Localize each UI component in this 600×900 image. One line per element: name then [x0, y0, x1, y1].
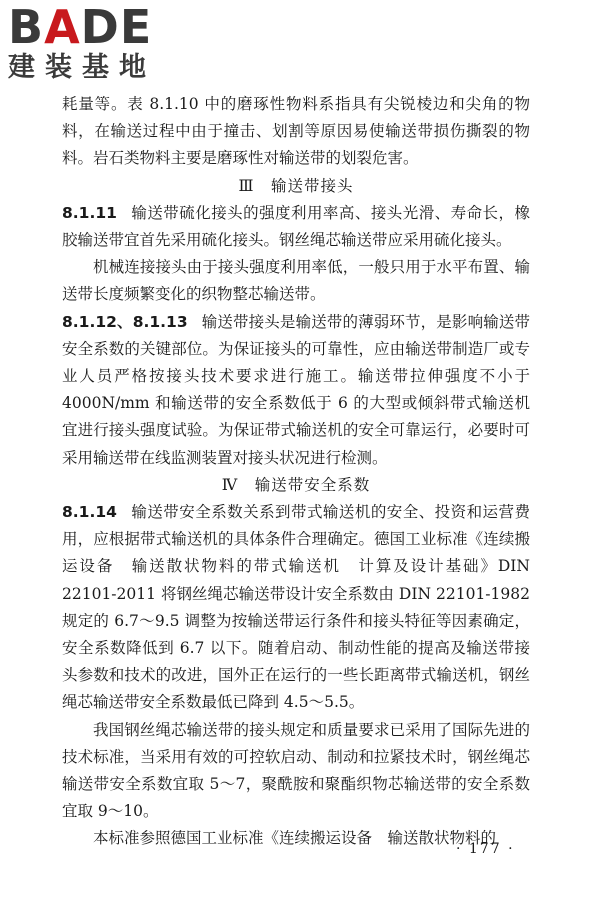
section-heading-4: Ⅳ 输送带安全系数 — [221, 475, 371, 494]
clause-8-1-14 — [62, 499, 530, 717]
page-number: · 177 · — [456, 841, 515, 857]
logo-wordmark — [8, 0, 178, 54]
logo-letters-de: DE — [80, 0, 153, 54]
clause-8-1-11 — [62, 200, 530, 254]
clause-number: 8.1.12、8.1.13 — [62, 312, 188, 331]
logo-subtitle: 建装基地 — [8, 52, 156, 83]
logo-letter-b: B — [8, 0, 45, 54]
clause-8-1-12 — [62, 309, 530, 472]
bade-logo — [8, 0, 178, 86]
clause-number: 8.1.14 — [62, 503, 117, 522]
clause-text: 输送带接头是输送带的薄弱环节，是影响输送带安全系数的关键部位。为保证接头的可靠性，应由输送带制造厂或专业人员严格按接头技术要求进行施工。输送带拉伸强度不小于 4000N/mm 和输送带的安全系数低于 6 的大型或倾斜带式输送机宜进行接头强度试验。为保证带式输送机的安全可靠运行，必要时可采用输送带在线监测装置对接头状况进行检测。 — [62, 312, 530, 467]
section-heading-3: Ⅲ 输送带接头 — [238, 176, 354, 195]
clause-text: 输送带安全系数关系到带式输送机的安全、投资和运营费用，应根据带式输送机的具体条件合理确定。德国工业标准《连续搬运设备 输送散状物料的带式输送机 计算及设计基础》DIN 22101-2011 将钢丝绳芯输送带设计安全系数由 DIN 22101-1982 规定的 6.7～9.5 调整为按输送带运行条件和接头特征等因素确定，安全系数降低到 6.7 以下。随着启动、制动性能的提高及输送带接头参数和技术的改进，国外正在运行的一些长距离带式输送机，钢丝绳芯输送带安全系数最低已降到 4.5～5.5。 — [62, 503, 530, 712]
paragraph-mechanical-joint: 机械连接接头由于接头强度利用率低，一般只用于水平布置、输送带长度频繁变化的织物整芯输送带。 — [62, 258, 530, 304]
paragraph-reference: 本标准参照德国工业标准《连续搬运设备 输送散状物料的 — [93, 829, 497, 848]
clause-number: 8.1.11 — [62, 203, 117, 222]
logo-letter-a: A — [44, 0, 81, 54]
paragraph-continued: 耗量等。表 8.1.10 中的磨琢性物料系指具有尖锐棱边和尖角的物料，在输送过程中由于撞击、划割等原因易使输送带损伤撕裂的物料。岩石类物料主要是磨琢性对输送带的划裂危害。 — [62, 95, 530, 168]
clause-text: 输送带硫化接头的强度利用率高、接头光滑、寿命长，橡胶输送带宜首先采用硫化接头。钢丝绳芯输送带应采用硫化接头。 — [62, 203, 530, 250]
paragraph-china-standard: 我国钢丝绳芯输送带的接头规定和质量要求已采用了国际先进的技术标准，当采用有效的可控软启动、制动和拉紧技术时，钢丝绳芯输送带安全系数宜取 5～7，聚酰胺和聚酯织物芯输送带的安全系数宜取 9～10。 — [62, 720, 530, 821]
document-body — [62, 91, 530, 853]
